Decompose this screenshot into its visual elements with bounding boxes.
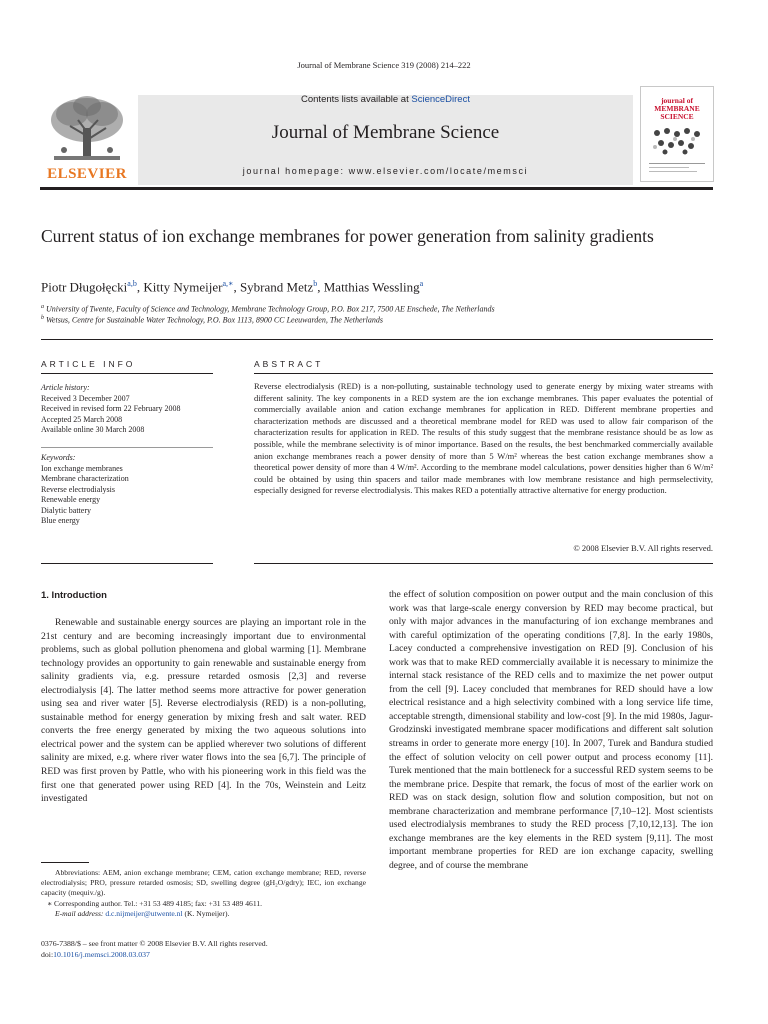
info-top-rule [41, 339, 713, 340]
header-rule [40, 187, 713, 190]
keyword-item: Dialytic battery [41, 505, 91, 515]
author-name: Matthias Wessling [323, 279, 420, 295]
article-history [41, 383, 181, 436]
email-label: E-mail address: [55, 908, 106, 918]
author-separator: , [317, 279, 324, 295]
footnotes [41, 868, 366, 919]
journal-citation: Journal of Membrane Science 319 (2008) 214–222 [297, 60, 471, 70]
contents-line [138, 94, 633, 105]
journal-homepage[interactable]: journal homepage: www.elsevier.com/locate/memsci [242, 166, 529, 176]
issn-line: 0376-7388/$ – see front matter © 2008 Elsevier B.V. All rights reserved. [41, 939, 268, 948]
body-right-column [389, 588, 713, 872]
keyword-item: Ion exchange membranes [41, 463, 123, 473]
cover-divider [649, 163, 705, 164]
abstract-bottom-rule [254, 563, 713, 564]
journal-cover-thumbnail [640, 86, 714, 182]
abstract-heading: ABSTRACT [254, 359, 324, 369]
info-divider [41, 447, 213, 448]
affiliation-key: b [41, 315, 44, 321]
email-link[interactable]: d.c.nijmeijer@utwente.nl [105, 908, 183, 918]
front-matter [41, 938, 268, 960]
email-suffix: (K. Nymeijer). [182, 908, 230, 918]
info-bottom-rule [41, 563, 213, 564]
keywords-label: Keywords: [41, 453, 76, 462]
keyword-item: Membrane characterization [41, 474, 129, 483]
publisher-logo-text: ELSEVIER [47, 166, 127, 182]
doi-line [41, 949, 268, 960]
cover-title: journal of MEMBRANE SCIENCE [654, 96, 700, 121]
journal-name: Journal of Membrane Science [271, 122, 500, 143]
tree-icon [40, 92, 134, 166]
affiliation-text: University of Twente, Faculty of Science and Technology, Membrane Technology Group, P.O. Box 217, 7500 AE Enschede, The Netherlands [46, 304, 495, 314]
affiliation-a [41, 304, 495, 314]
author-name: Piotr Długołęcki [41, 279, 128, 295]
intro-paragraph-continued: the effect of solution composition on power output and the main conclusion of this work was that large-scale energy conversion by RED may become practical, but only with major advances in the manufacturing of ion exchange membranes and with careful optimization of the operating conditions [7,8]. In the early 1980s, Lacey conducted a comprehensive investigation on RED [9]. Conclusion of his work was that to make RED commercially available it is necessary to minimize the internal stack resistance of the RED cells and to maximize the net power output from the cell [9]. Lacey concluded that membranes for RED should have a low electrical resistance and a high selectivity combined with a long service life time, acceptable strength, dimensional stability and low-cost [9]. In the mid 1980s, Jagur-Grodzinski investigated membrane spacer modifications and different salt solution streams in order to generate more energy [10]. In 2007, Turek and Bandura studied the effect of solution velocity on cell power output and process economy [11]. Turek mentioned that the main bottleneck for a successful RED system seems to be the membrane price. Despite that remark, the focus of most of the earlier work on RED was on stack design, solution flow and solution composition, but not on membrane characterization and membrane performance [7,10–12]. Most scientists used electrodialysis membranes to study the RED process [7,10,12,13]. The ion exchange membranes are the key elements in the RED system [9,11]. The most important membrane properties for RED are ion exchange capacity, swelling degree, and of course the membrane [389, 589, 713, 871]
doi-label: doi: [41, 950, 54, 959]
history-item: Received in revised form 22 February 2008 [41, 404, 181, 413]
author-list [41, 279, 423, 295]
author-separator: , [136, 279, 144, 295]
cover-molecule-icon [649, 125, 705, 155]
intro-paragraph: Renewable and sustainable energy sources are playing an important role in the 21st century and are becoming increasingly important due to environmental problems, such as global pollution phenomena and global warming [1]. Membrane technology provides an opportunity to gain renewable and sustainable energy from salinity gradients via, e.g. pressure retarded osmosis [2,3] and reverse electrodialysis [4]. The latter method seems more attractive for power generation using sea and river water [5]. Reverse electrodialysis (RED) is a non-polluting, sustainable method for energy generation by mixing fresh and salt water. RED converts the free energy generated by mixing the two aqueous solutions into electrical power and the system can be applied wherever two solutions of different salinity are mixed, e.g. where river water flows into the sea [6,7]. The principle of RED was first proven by Pattle, who with his pioneering work in this field was the first one that generated power using RED [4]. In the 70s, Weinstein and Leitz investigated [41, 617, 366, 805]
history-item: Accepted 25 March 2008 [41, 414, 123, 424]
contents-prefix: Contents lists available at [301, 94, 412, 105]
doi-link[interactable]: 10.1016/j.memsci.2008.03.037 [53, 950, 150, 959]
author-name: Sybrand Metz [239, 279, 314, 295]
abstract-rule [254, 373, 713, 374]
affiliation-b [41, 315, 383, 325]
keyword-item: Reverse electrodialysis [41, 484, 115, 494]
author-affiliation-marker[interactable]: a [419, 279, 424, 288]
author-name: Kitty Nymeijer [143, 279, 223, 295]
corresponding-author-footnote: ∗ Corresponding author. Tel.: +31 53 489 4185; fax: +31 53 489 4611. [47, 898, 263, 908]
cover-divider [649, 171, 697, 172]
keyword-item: Blue energy [41, 516, 80, 525]
affiliation-key: a [41, 304, 44, 310]
email-footnote [41, 909, 366, 919]
affiliation-text: Wetsus, Centre for Sustainable Water Technology, P.O. Box 1113, 8900 CC Leeuwarden, The Netherlands [46, 315, 383, 325]
body-left-column [41, 616, 366, 806]
history-item: Available online 30 March 2008 [41, 425, 145, 434]
section-heading-introduction: 1. Introduction [41, 590, 107, 601]
author-affiliation-marker[interactable]: b [313, 279, 318, 288]
footnote-rule [41, 862, 89, 863]
abstract-text: Reverse electrodialysis (RED) is a non-polluting, sustainable technology used to generate energy by mixing water streams with different salinity. The key components in a RED system are the ion exchange membranes. This paper evaluates the potential of commercially available anion and cation exchange membranes for application in RED. Different membrane properties and characterization methods are discussed and a theoretical membrane model for RED was used to allow fair comparison of the characterization results for application in RED. The results of this study suggest that the membrane resistance should be as low as possible, while the membrane selectivity is of minor importance. Based on the results, the best benchmarked commercially available anion exchange membranes reach a power density of more than 5 W/m² whereas the best cation exchange membranes show a theoretical power density of more than 4 W/m². According to the membrane model calculations, power densities higher than 6 W/m² could be obtained by using thin spacers and tailor made membranes with low membrane resistance and high permselectivity, especially designed for reverse electrodialysis. This makes RED a potentially attractive alternative for energy production. [254, 381, 713, 496]
history-label: Article history: [41, 383, 90, 392]
history-item: Received 3 December 2007 [41, 393, 130, 403]
sciencedirect-link[interactable]: ScienceDirect [411, 94, 470, 105]
article-title: Current status of ion exchange membranes for power generation from salinity gradients [41, 226, 654, 246]
article-info-heading: ARTICLE INFO [41, 359, 136, 369]
author-separator: , [233, 279, 240, 295]
info-rule [41, 373, 213, 374]
elsevier-logo [40, 92, 134, 184]
author-affiliation-marker[interactable]: a,b [127, 279, 137, 288]
keywords [41, 453, 129, 527]
author-affiliation-marker[interactable]: a,∗ [222, 279, 234, 288]
cover-divider [649, 167, 689, 168]
abstract-copyright: © 2008 Elsevier B.V. All rights reserved. [573, 543, 713, 553]
keyword-item: Renewable energy [41, 495, 101, 504]
abbreviations-footnote: Abbreviations: AEM, anion exchange membrane; CEM, cation exchange membrane; RED, reverse electrodialysis; PRO, pressure retarded osmosis; SD, swelling degree (gH₂O/gdry); IEC, ion exchange capacity (mequiv./g). [41, 868, 366, 898]
